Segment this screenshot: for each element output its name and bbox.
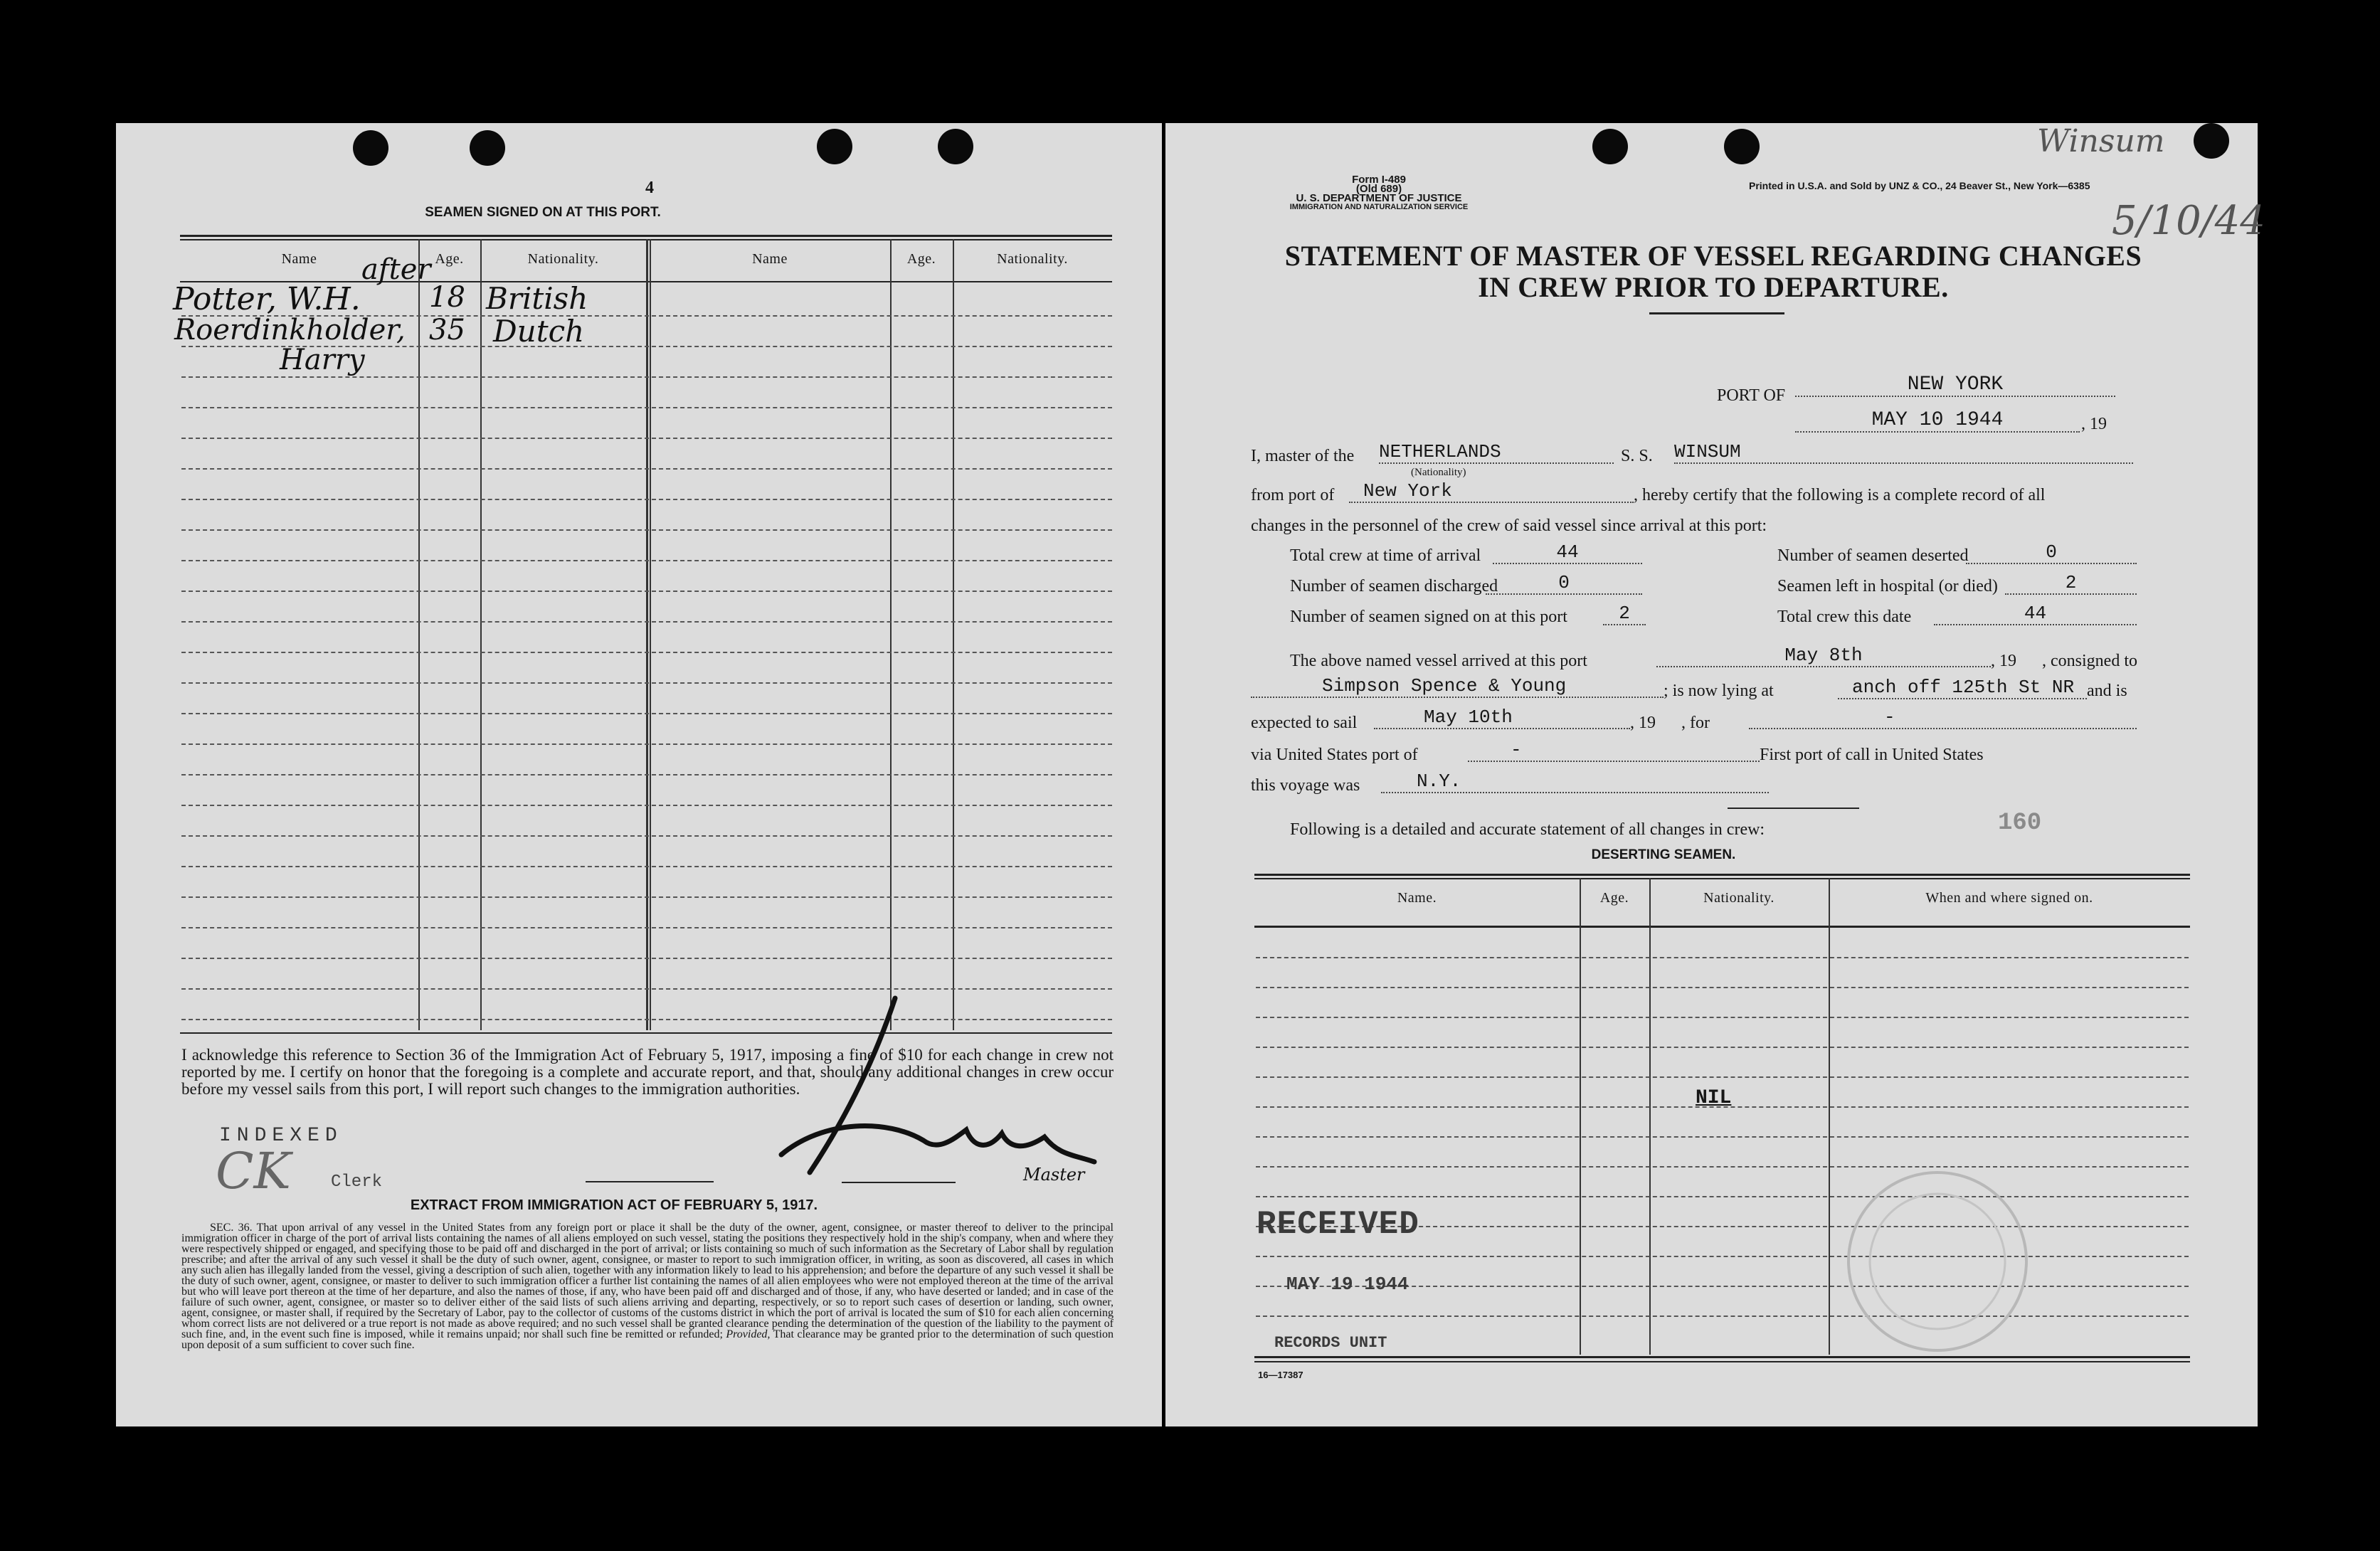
deserted-value: 0	[1966, 541, 2137, 564]
punch-hole	[1724, 129, 1760, 164]
column-header-age: Age.	[906, 251, 936, 267]
extract-title: EXTRACT FROM IMMIGRATION ACT OF FEBRUARY 5, 1917.	[410, 1197, 818, 1213]
table-cell-name-line2: Harry	[280, 344, 365, 376]
department: U. S. DEPARTMENT OF JUSTICE	[1296, 192, 1462, 204]
lying-label: ; is now lying at	[1664, 682, 1774, 700]
table-cell-nationality: British	[486, 281, 588, 316]
discharged-value: 0	[1486, 572, 1642, 595]
section-label: SEC. 36.	[210, 1222, 253, 1234]
table-row-line	[1256, 987, 2189, 988]
column-header-nationality: Nationality.	[997, 251, 1068, 267]
form-old-number: (Old 689)	[1355, 183, 1402, 195]
table-header-rule	[1254, 926, 2190, 928]
section-proviso: That clearance may be granted prior to the determination of such question upon deposit of a sum sufficient to cover such fine.	[181, 1328, 1114, 1351]
table-row-line	[181, 896, 1112, 898]
faded-seal	[1831, 1155, 2044, 1368]
master-of-label: I, master of the	[1251, 447, 1355, 465]
service: IMMIGRATION AND NATURALIZATION SERVICE	[1289, 203, 1469, 211]
table-top-rule	[1254, 878, 2190, 879]
total-crew-date-label: Total crew this date	[1777, 608, 1912, 626]
table-cell-name: Potter, W.H.	[173, 281, 361, 317]
for-label: , 19 , for	[1630, 714, 1710, 732]
column-header-age: Age.	[435, 251, 464, 267]
lying-value: anch off 125th St NR	[1838, 677, 2087, 699]
table-cell-age: 35	[429, 314, 465, 346]
voyage-value: N.Y.	[1381, 771, 1769, 793]
signature-line	[842, 1182, 956, 1183]
voyage-label: this voyage was	[1251, 776, 1360, 795]
punch-hole	[2194, 123, 2229, 159]
changes-text: changes in the personnel of the crew of said vessel since arrival at this port:	[1251, 517, 1767, 535]
acknowledgement-text: I acknowledge this reference to Section 36 of the Immigration Act of February 5, 1917, imposing a fine of $10 for each change in crew not reported by me. I certify on honor that the foregoing is a complete and accurate report, and that, should any additional changes in crew occur before my vessel sails from this port, I will report such changes to the immigration authorities.	[181, 1046, 1114, 1098]
table-row-line	[1256, 1316, 2189, 1317]
handwritten-vessel-name: Winsum	[2037, 123, 2165, 159]
nil-entry: NIL	[1696, 1087, 1732, 1109]
port-value: NEW YORK	[1795, 374, 2115, 397]
expected-label: expected to sail	[1251, 714, 1358, 732]
table-bottom-rule	[1254, 1356, 2190, 1358]
table-row-line	[181, 682, 1112, 684]
table-row-line	[1256, 1017, 2189, 1018]
column-header-name: Name	[281, 251, 317, 267]
hospital-label: Seamen left in hospital (or died)	[1777, 577, 1998, 595]
column-divider	[1649, 878, 1651, 1355]
arrived-label: The above named vessel arrived at this port	[1290, 652, 1587, 670]
table-cell-name: Roerdinkholder,	[174, 314, 406, 346]
year-suffix: , 19	[2081, 415, 2107, 433]
master-label: Master	[1023, 1165, 1085, 1185]
right-page	[1165, 123, 2265, 1426]
left-page	[116, 123, 1162, 1426]
column-divider	[418, 239, 420, 1030]
column-divider	[1829, 878, 1830, 1355]
table-cell-nationality: Dutch	[493, 314, 585, 349]
form-title-line1: STATEMENT OF MASTER OF VESSEL REGARDING CHANGES	[1284, 240, 2142, 272]
punch-hole	[817, 129, 852, 164]
arrived-value: May 8th	[1656, 645, 1991, 667]
table-row-line	[1256, 1196, 2189, 1197]
for-value: -	[1749, 706, 2137, 729]
table-row-line	[181, 560, 1112, 561]
table-row-line	[181, 438, 1112, 439]
and-is-label: and is	[2087, 682, 2127, 700]
section-36-text	[181, 1222, 1114, 1350]
table-row-line	[181, 529, 1112, 531]
table-row-line	[181, 774, 1112, 776]
table-row-line	[181, 743, 1112, 745]
form-code: 16—17387	[1258, 1370, 1303, 1380]
separator-rule	[1728, 808, 1859, 809]
handwritten-date: 5/10/44	[2112, 198, 2265, 244]
signature-line	[586, 1181, 714, 1182]
table-row-line	[1256, 1076, 2189, 1078]
table-row-line	[1256, 1136, 2189, 1138]
total-crew-arrival-value: 44	[1493, 541, 1642, 564]
clerk-initials: CK	[216, 1142, 291, 1200]
first-port-label: First port of call in United States	[1760, 746, 1984, 764]
column-header-signed-on: When and where signed on.	[1925, 890, 2093, 906]
table-row-line	[181, 866, 1112, 867]
ss-label: S. S.	[1621, 447, 1653, 465]
table-row-line	[181, 591, 1112, 592]
table-row-line	[181, 652, 1112, 653]
signed-on-value: 2	[1603, 603, 1646, 625]
table-row-line	[181, 713, 1112, 714]
consigned-label: , 19 , consigned to	[1991, 652, 2137, 670]
records-unit: RECORDS UNIT	[1274, 1334, 1387, 1352]
form-number: Form I-489	[1352, 174, 1406, 186]
received-date: MAY 19 1944	[1286, 1274, 1409, 1295]
punch-hole	[470, 130, 505, 166]
title-underline	[1649, 312, 1784, 314]
table-row-line	[1256, 1047, 2189, 1048]
table-top-rule	[1254, 874, 2190, 876]
following-text: Following is a detailed and accurate statement of all changes in crew:	[1290, 820, 1765, 839]
indexed-stamp: INDEXED	[219, 1125, 343, 1147]
column-header-nationality: Nationality.	[527, 251, 599, 267]
hospital-value: 2	[2005, 572, 2137, 595]
date-value: MAY 10 1944	[1795, 409, 2080, 433]
total-crew-arrival-label: Total crew at time of arrival	[1290, 546, 1481, 565]
certify-text: , hereby certify that the following is a complete record of all	[1634, 486, 2046, 504]
table-row-line	[181, 376, 1112, 378]
deserting-title: DESERTING SEAMEN.	[1591, 847, 1736, 862]
table-row-line	[1256, 957, 2189, 958]
section-body: That upon arrival of any vessel in the United States from any foreign port or place it shall be the duty of the owner, agent, consignee, or master thereof to deliver to the principal immigration officer in charge of the port of arrival lists containing the names of all aliens employed on such vessel, stating the positions they respectively hold in the ship's company, when and where they were respectively shipped or engaged, and specifying those to be paid off and discharged in the port of arrival; or lists containing so much of such information as the Secretary of Labor shall by regulation prescribe; and after the arrival of any such vessel it shall be the duty of such owner, agent, consignee, or master to report to such immigration officer, in writing, as soon as discovered, all cases in which any such alien has illegally landed from the vessel, giving a description of such alien, together with any information likely to lead to his apprehension; and before the departure of any such vessel it shall be the duty of such owner, agent, consignee, or master to deliver to such immigration officer a further list containing the names of all alien employees who were not employed thereon at the time of the arrival but who will leave port thereon at the time of her departure, and also the names of those, if any, who have been paid off and discharged and of those, if any, who have deserted or landed; and in case of the failure of such owner, agent, consignee, or master so to deliver either of the said lists of such aliens arriving and departing, respectively, or so to report such cases of desertion or landing, such owner, agent, consignee, or master shall, if required by the Secretary of Labor, pay to the collector of customs of the customs district in which the port of arrival is located the sum of $10 for each alien concerning whom correct lists are not delivered or a true report is not made as above required; and no such vessel shall be granted clearance pending the determination of the question of the liability to the payment of such fine, and, in the event such fine is imposed, while it remains unpaid; nor shall such fine be remitted or refunded;	[181, 1222, 1114, 1340]
from-port-value: New York	[1349, 480, 1634, 503]
from-port-label: from port of	[1251, 486, 1335, 504]
column-header-nationality: Nationality.	[1703, 890, 1775, 906]
printer-line: Printed in U.S.A. and Sold by UNZ & CO., 24 Beaver St., New York—6385	[1749, 180, 2090, 191]
clerk-label: Clerk	[331, 1172, 383, 1192]
stamp-number: 160	[1998, 810, 2042, 837]
table-row-line	[1256, 1166, 2189, 1168]
form-title-line2: IN CREW PRIOR TO DEPARTURE.	[1478, 271, 1949, 303]
via-label: via United States port of	[1251, 746, 1418, 764]
vessel-value: WINSUM	[1674, 441, 2133, 464]
table-bottom-rule	[1254, 1361, 2190, 1362]
table-cell-age: 18	[429, 281, 465, 314]
column-divider	[953, 239, 954, 1030]
table-row-line	[181, 468, 1112, 470]
form-header	[1265, 175, 1493, 212]
table-row-line	[181, 621, 1112, 623]
section-proviso-label: Provided,	[726, 1328, 771, 1340]
form-title	[1237, 240, 2190, 303]
table-row-line	[181, 927, 1112, 928]
punch-hole	[353, 130, 388, 166]
deserted-label: Number of seamen deserted	[1777, 546, 1969, 565]
column-divider	[646, 239, 648, 1030]
consignee-value: Simpson Spence & Young	[1251, 675, 1664, 698]
signed-on-label: Number of seamen signed on at this port	[1290, 608, 1567, 626]
column-header-name: Name	[752, 251, 788, 267]
discharged-label: Number of seamen discharged	[1290, 577, 1498, 595]
punch-hole	[1592, 129, 1628, 164]
punch-hole	[938, 129, 973, 164]
column-header-name: Name.	[1397, 890, 1437, 906]
total-crew-date-value: 44	[1934, 603, 2137, 625]
master-signature	[739, 977, 1109, 1190]
nationality-value: NETHERLANDS	[1379, 441, 1614, 464]
table-top-rule	[180, 235, 1112, 237]
table-row-line	[181, 958, 1112, 959]
column-divider	[480, 239, 482, 1030]
column-divider	[1580, 878, 1581, 1355]
table-row-line	[181, 835, 1112, 837]
page-title: SEAMEN SIGNED ON AT THIS PORT.	[425, 205, 661, 220]
table-row-line	[181, 499, 1112, 500]
received-stamp: RECEIVED	[1257, 1206, 1419, 1243]
table-row-line	[181, 407, 1112, 408]
via-value: -	[1468, 739, 1760, 762]
nationality-caption: (Nationality)	[1411, 467, 1466, 478]
port-label: PORT OF	[1717, 386, 1786, 405]
column-divider	[650, 239, 651, 1030]
column-divider	[890, 239, 892, 1030]
table-row-line	[181, 805, 1112, 806]
handwritten-annotation: after	[361, 253, 431, 286]
page-number: 4	[645, 179, 654, 197]
table-row-line	[1256, 1256, 2189, 1257]
expected-value: May 10th	[1374, 706, 1630, 729]
column-header-age: Age.	[1599, 890, 1629, 906]
